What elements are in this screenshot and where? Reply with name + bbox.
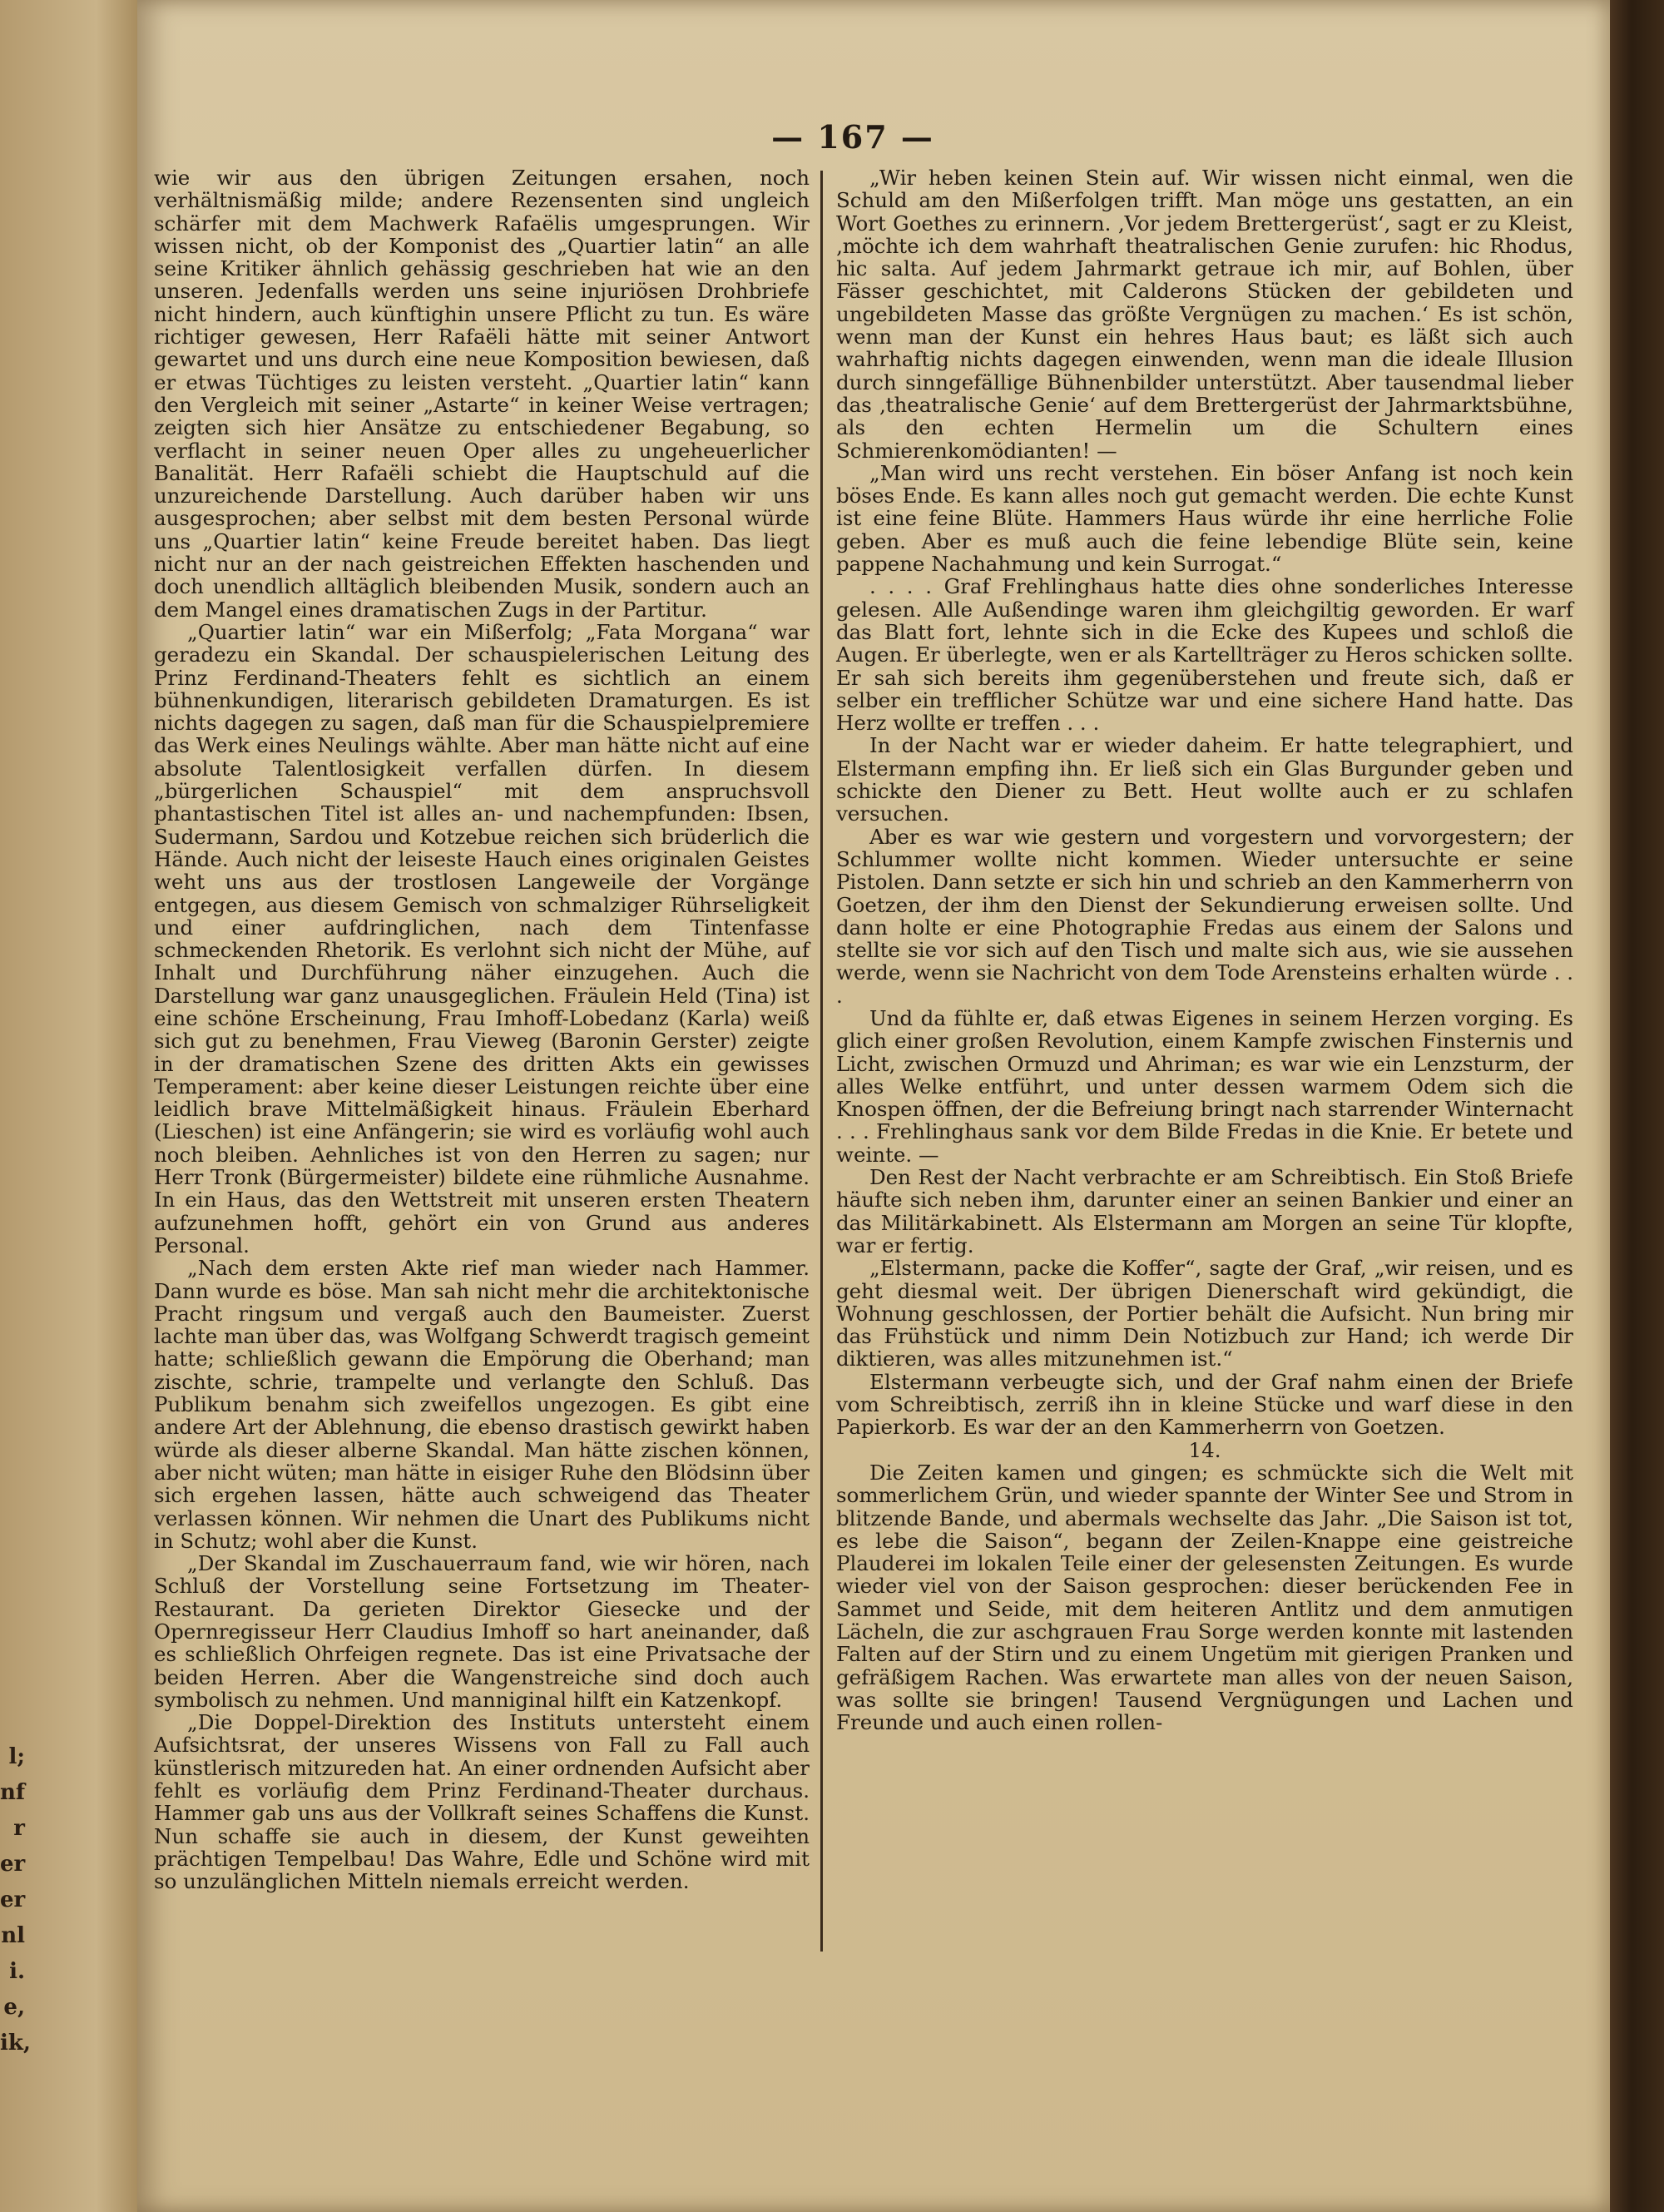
paragraph: „Quartier latin“ war ein Mißerfolg; „Fata Morgana“ war geradezu ein Skandal. Der schauspielerischen Leitung des Prinz Ferdinand-Theaters fehlt es sichtlich an einem bühnenkundigen, literarisch gebildeten Dramaturgen. Es ist nichts dagegen zu sagen, daß man für die Schauspielpremiere das Werk eines Neulings wählte. Aber man hätte nicht auf eine absolute Talentlosigkeit verfallen dürfen. In diesem „bürgerlichen Schauspiel“ mit dem anspruchsvoll phantastischen Titel ist alles an- und nachempfunden: Ibsen, Sudermann, Sardou und Kotzebue reichen sich brüderlich die Hände. Auch nicht der leiseste Hauch eines originalen Geistes weht uns aus der trostlosen Langeweile der Vorgänge entgegen, aus diesem Gemisch von schmalziger Rührseligkeit und einer aufdringlichen, nach dem Tintenfasse schmeckenden Rhetorik. Es verlohnt sich nicht der Mühe, auf Inhalt und Durchführung näher einzugehen. Auch die Darstellung war ganz unausgeglichen. Fräulein Held (Tina) ist eine schöne Erscheinung, Frau Imhoff-Lobedanz (Karla) weiß sich gut zu benehmen, Frau Vieweg (Baronin Gerster) zeigte in der dramatischen Szene des dritten Akts ein gewisses Temperament: aber keine dieser Leistungen reichte über eine leidlich brave Mittelmäßigkeit hinaus. Fräulein Eberhard (Lieschen) ist eine Anfängerin; sie wird es vorläufig wohl auch noch bleiben. Aehnliches ist von den Herren zu sagen; nur Herr Tronk (Bürgermeister) bildete eine rühmliche Ausnahme. In ein Haus, das den Wettstreit mit unseren ersten Theatern aufzunehmen hofft, gehört ein von Grund aus anderes Personal. bbox=[154, 619, 810, 1257]
page-number: — 167 — bbox=[771, 118, 934, 156]
margin-fragment: r bbox=[13, 1816, 25, 1841]
left-text-column bbox=[154, 166, 810, 1893]
paragraph: „Der Skandal im Zuschauerraum fand, wie wir hören, nach Schluß der Vorstellung seine Fortsetzung im Theater-Restaurant. Da gerieten Direktor Giesecke und der Opernregisseur Herr Claudius Imhoff so hart aneinander, daß es schließlich Ohrfeigen regnete. Das ist eine Privatsache der beiden Herren. Aber die Wangenstreiche sind doch auch symbolisch zu nehmen. Und manniginal hilft ein Katzenkopf. bbox=[154, 1551, 810, 1712]
section-number: 14. bbox=[1188, 1437, 1221, 1462]
paragraph: wie wir aus den übrigen Zeitungen ersahen, noch verhältnismäßig milde; andere Rezensenten sind ungleich schärfer mit dem Machwerk Rafaëlis umgesprungen. Wir wissen nicht, ob der Komponist des „Quartier latin“ an alle seine Kritiker ähnlich gehässig geschrieben hat wie an den unseren. Jedenfalls werden uns seine injuriösen Drohbriefe nicht hindern, auch künftighin unsere Pflicht zu tun. Es wäre richtiger gewesen, Herr Rafaëli hätte mit seiner Antwort gewartet und uns durch eine neue Komposition bewiesen, daß er etwas Tüchtiges zu leisten versteht. „Quartier latin“ kann den Vergleich mit seiner „Astarte“ in keiner Weise vertragen; zeigten sich hier Ansätze zu entschiedener Begabung, so verflacht in seiner neuen Oper alles zu ungeheuerlicher Banalität. Herr Rafaëli schiebt die Hauptschuld auf die unzureichende Darstellung. Auch darüber haben wir uns ausgesprochen; aber selbst mit dem besten Personal würde uns „Quartier latin“ keine Freude bereitet haben. Das liegt nicht nur an der nach geistreichen Effekten haschenden und doch unendlich alltäglich bleibenden Musik, sondern auch an dem Mangel eines dramatischen Zugs in der Partitur. bbox=[154, 166, 810, 622]
margin-fragments bbox=[0, 1739, 31, 2061]
margin-fragment: i. bbox=[9, 1959, 25, 1984]
paragraph: „Elstermann, packe die Koffer“, sagte der Graf, „wir reisen, und es geht diesmal weit. Der übrigen Dienerschaft wird gekündigt, die Wohnung geschlossen, der Portier behält die Aufsicht. Nun bring mir das Frühstück und nimm Dein Notizbuch zur Hand; ich werde Dir diktieren, was alles mitzunehmen ist.“ bbox=[836, 1256, 1573, 1371]
book-page bbox=[137, 0, 1610, 2212]
margin-fragment: nl bbox=[1, 1923, 25, 1948]
paragraph: „Man wird uns recht verstehen. Ein böser Anfang ist noch kein böses Ende. Es kann alles noch gut gemacht werden. Die echte Kunst ist eine feine Blüte. Hammers Haus würde ihr eine herrliche Folie geben. Aber es muß auch die feine lebendige Blüte sein, keine pappene Nachahmung und kein Surrogat.“ bbox=[836, 460, 1573, 577]
column-divider bbox=[820, 171, 823, 1952]
paragraph: „Nach dem ersten Akte rief man wieder nach Hammer. Dann wurde es böse. Man sah nicht mehr die architektonische Pracht ringsum und vergaß auch den Baumeister. Zuerst lachte man über das, was Wolfgang Schwerdt tragisch gemeint hatte; schließlich gewann die Empörung die Oberhand; man zischte, schrie, trampelte und verlangte den Schluß. Das Publikum benahm sich zweifellos ungezogen. Es gibt eine andere Art der Ablehnung, die ebenso drastisch gewirkt haben würde als dieser alberne Skandal. Man hätte zischen können, aber nicht wüten; man hätte in eisiger Ruhe den Blödsinn über sich ergehen lassen, hätte auch schweigend das Theater verlassen können. Wir nehmen die Unart des Publikums nicht in Schutz; wohl aber die Kunst. bbox=[154, 1256, 810, 1553]
paragraph: „Wir heben keinen Stein auf. Wir wissen nicht einmal, wen die Schuld am den Mißerfolgen trifft. Man möge uns gestatten, an ein Wort Goethes zu erinnern. ‚Vor jedem Brettergerüst‘, sagt er zu Kleist, ‚möchte ich dem wahrhaft theatralischen Genie zurufen: hic Rhodus, hic salta. Auf jedem Jahrmarkt getraue ich mir, auf Bohlen, über Fässer geschichtet, mit Calderons Stücken der gebildeten und ungebildeten Masse das größte Vergnügen zu machen.‘ Es ist schön, wenn man der Kunst ein hehres Haus baut; es läßt sich auch wahrhaftig nichts dagegen einwenden, wenn man die ideale Illusion durch sinngefällige Bühnenbilder unterstützt. Aber tausendmal lieber das ‚theatralische Genie‘ auf dem Brettergerüst der Jahrmarktsbühne, als den echten Hermelin um die Schultern eines Schmierenkomödianten! — bbox=[836, 166, 1573, 463]
paragraph: In der Nacht war er wieder daheim. Er hatte telegraphiert, und Elstermann empfing ihn. Er ließ sich ein Glas Burgunder geben und schickte den Diener zu Bett. Heut wollte auch er zu schlafen versuchen. bbox=[836, 733, 1573, 826]
paragraph: „Die Doppel-Direktion des Instituts untersteht einem Aufsichtsrat, der unseres Wissens von Fall zu Fall auch künstlerisch mitzureden hat. An einer ordnenden Aufsicht aber fehlt es vorläufig dem Prinz Ferdinand-Theater durchaus. Hammer gab uns aus der Vollkraft seines Schaffens die Kunst. Nun schaffe sie auch in diesem, der Kunst geweihten prächtigen Tempelbau! Das Wahre, Edle und Schöne wird mit so unzulänglichen Mitteln niemals erreicht werden. bbox=[154, 1710, 810, 1894]
margin-fragment: ik, bbox=[0, 2031, 31, 2056]
right-text-column bbox=[836, 166, 1573, 1733]
paragraph: Die Zeiten kamen und gingen; es schmückte sich die Welt mit sommerlichem Grün, und wieder spannte der Winter See und Strom in blitzende Bande, und abermals wechselte das Jahr. „Die Saison ist tot, es lebe die Saison“, begann der Zeilen-Knappe eine geistreiche Plauderei im lokalen Teile einer der gelesensten Zeitungen. Es wurde wieder viel von der Saison gesprochen: dieser berückenden Fee in Sammet und Seide, mit dem heiteren Antlitz und dem anmutigen Lächeln, die zur aschgrauen Frau Sorge werden konnte mit lastenden Falten auf der Stirn und zu einem Ungetüm mit gierigen Pranken und gefräßigem Rachen. Was erwartete man alles von der neuen Saison, was sollte sie bringen! Tausend Vergnügungen und Lachen und Freunde und auch einen rollen- bbox=[836, 1460, 1573, 1735]
paragraph: Elstermann verbeugte sich, und der Graf nahm einen der Briefe vom Schreibtisch, zerriß ihn in kleine Stücke und warf diese in den Papierkorb. Es war der an den Kammerherrn von Goetzen. bbox=[836, 1369, 1573, 1440]
margin-fragment: er bbox=[0, 1887, 26, 1912]
margin-fragment: e, bbox=[3, 1995, 25, 2020]
book-binding-edge bbox=[1610, 0, 1664, 2212]
margin-fragment: nf bbox=[0, 1780, 26, 1805]
margin-fragment: l; bbox=[8, 1744, 25, 1769]
paragraph: Und da fühlte er, daß etwas Eigenes in seinem Herzen vorging. Es glich einer großen Revolution, einem Kampfe zwischen Finsternis und Licht, zwischen Ormuzd und Ahriman; es war wie ein Lenzsturm, der alles Welke entführt, und unter dessen warmem Odem sich die Knospen öffnen, der die Befreiung bringt nach starrender Winternacht . . . Frehlinghaus sank vor dem Bilde Fredas in die Knie. Er betete und weinte. — bbox=[836, 1005, 1573, 1167]
margin-fragment: er bbox=[0, 1852, 26, 1877]
previous-page-edge bbox=[0, 0, 139, 2212]
paragraph: . . . . Graf Frehlinghaus hatte dies ohne sonderliches Interesse gelesen. Alle Außendinge waren ihm gleichgiltig geworden. Er warf das Blatt fort, lehnte sich in die Ecke des Kupees und schloß die Augen. Er überlegte, wen er als Kartellträger zu Heros schicken sollte. Er sah sich bereits ihm gegenüberstehen und freute sich, daß er selber ein trefflicher Schütze war und eine sichere Hand hatte. Das Herz wollte er treffen . . . bbox=[836, 574, 1573, 736]
paragraph: Aber es war wie gestern und vorgestern und vorvorgestern; der Schlummer wollte nicht kommen. Wieder untersuchte er seine Pistolen. Dann setzte er sich hin und schrieb an den Kammerherrn von Goetzen, der ihm den Dienst der Sekundierung erweisen sollte. Und dann holte er eine Photographie Fredas aus einem der Salons und stellte sie vor sich auf den Tisch und malte sich aus, wie sie aussehen werde, wenn sie Nachricht von dem Tode Arensteins erhalten würde . . . bbox=[836, 824, 1573, 1008]
paragraph: Den Rest der Nacht verbrachte er am Schreibtisch. Ein Stoß Briefe häufte sich neben ihm, darunter einer an seinen Bankier und einer an das Militärkabinett. Als Elstermann am Morgen an seine Tür klopfte, war er fertig. bbox=[836, 1165, 1573, 1257]
